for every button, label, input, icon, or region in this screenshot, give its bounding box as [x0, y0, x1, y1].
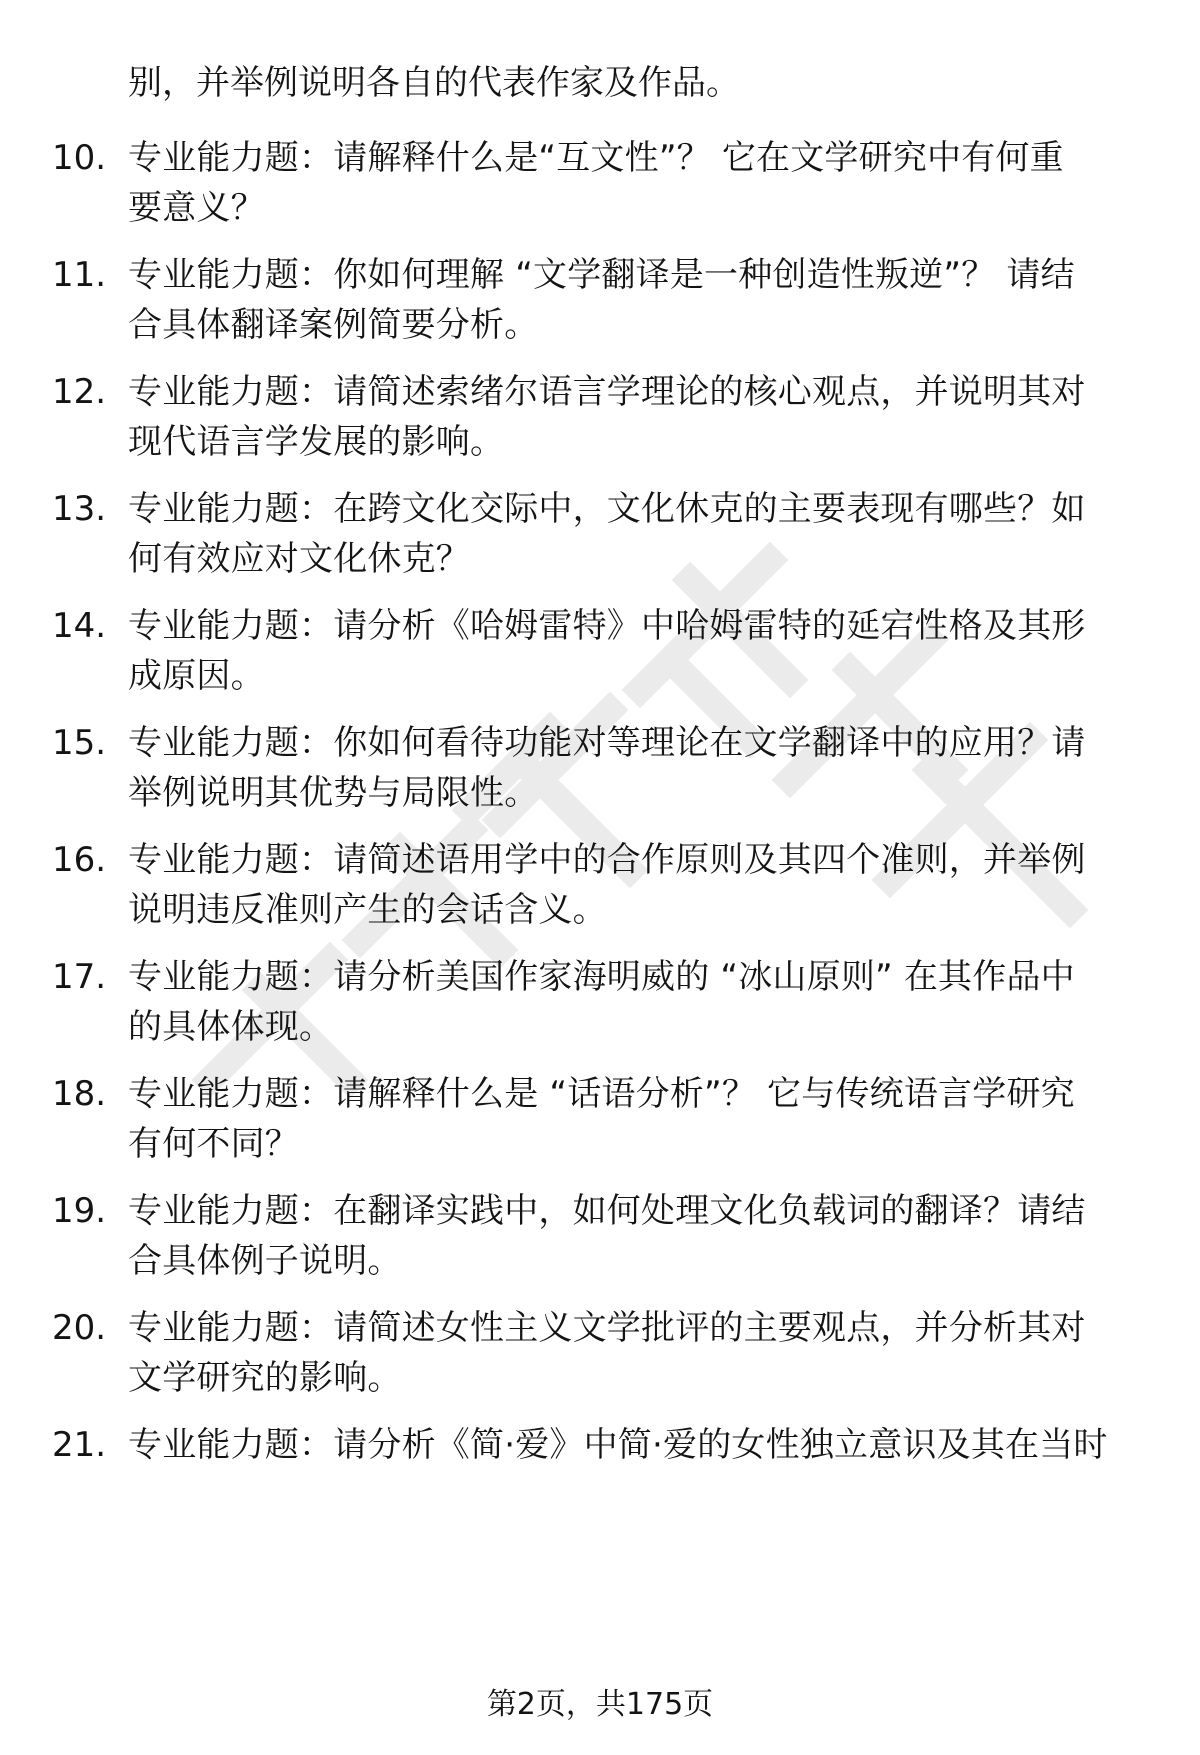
question-line: 举例说明其优势与局限性。	[128, 773, 539, 813]
question-text	[128, 1420, 1138, 1470]
question-number: 12.	[52, 372, 107, 412]
question-line: 专业能力题：你如何理解 “文学翻译是一种创造性叛逆”？ 请结	[128, 255, 1075, 295]
question-line: 专业能力题：在跨文化交际中，文化休克的主要表现有哪些？如	[128, 489, 1086, 529]
question-line: 专业能力题：请简述索绪尔语言学理论的核心观点，并说明其对	[128, 372, 1086, 412]
question-number: 19.	[52, 1191, 107, 1231]
question-text	[128, 1303, 1138, 1403]
question-line: 专业能力题：在翻译实践中，如何处理文化负载词的翻译？请结	[128, 1191, 1086, 1231]
question-text	[128, 250, 1138, 350]
question-text	[128, 1069, 1138, 1169]
question-line: 专业能力题：请解释什么是“互文性”？ 它在文学研究中有何重	[128, 138, 1064, 178]
question-line: 现代语言学发展的影响。	[128, 422, 505, 462]
question-line: 专业能力题：请简述女性主义文学批评的主要观点，并分析其对	[128, 1308, 1086, 1348]
question-text	[128, 835, 1138, 935]
question-text	[128, 367, 1138, 467]
page-footer: 第2页，共175页	[486, 1687, 714, 1722]
question-text	[128, 952, 1138, 1052]
question-number: 18.	[52, 1074, 107, 1114]
question-number: 21.	[52, 1425, 107, 1465]
question-text	[128, 601, 1138, 701]
question-number: 14.	[52, 606, 107, 646]
question-line: 专业能力题：请分析《简·爱》中简·爱的女性独立意识及其在当时	[128, 1425, 1108, 1465]
question-text	[128, 1186, 1138, 1286]
question-line: 何有效应对文化休克？	[128, 539, 470, 579]
question-line: 专业能力题：请简述语用学中的合作原则及其四个准则，并举例	[128, 840, 1086, 880]
question-line: 合具体翻译案例简要分析。	[128, 305, 539, 345]
question-number: 11.	[52, 255, 107, 295]
question-text	[128, 484, 1138, 584]
question-text	[128, 133, 1138, 233]
question-line: 专业能力题：请分析《哈姆雷特》中哈姆雷特的延宕性格及其形	[128, 606, 1086, 646]
continuation-text: 别，并举例说明各自的代表作家及作品。	[128, 63, 740, 103]
question-line: 专业能力题：请解释什么是 “话语分析”？ 它与传统语言学研究	[128, 1074, 1075, 1114]
question-number: 20.	[52, 1308, 107, 1348]
question-number: 15.	[52, 723, 107, 763]
question-line: 的具体体现。	[128, 1007, 334, 1047]
question-line: 合具体例子说明。	[128, 1241, 402, 1281]
question-line: 专业能力题：你如何看待功能对等理论在文学翻译中的应用？请	[128, 723, 1086, 763]
question-number: 13.	[52, 489, 107, 529]
question-line: 成原因。	[128, 656, 265, 696]
question-line: 文学研究的影响。	[128, 1358, 402, 1398]
question-number: 17.	[52, 957, 107, 997]
question-number: 10.	[52, 138, 107, 178]
question-text	[128, 718, 1138, 818]
question-number: 16.	[52, 840, 107, 880]
question-line: 有何不同？	[128, 1124, 299, 1164]
question-line: 说明违反准则产生的会话含义。	[128, 890, 607, 930]
question-line: 要意义？	[128, 188, 265, 228]
question-line: 专业能力题：请分析美国作家海明威的 “冰山原则” 在其作品中	[128, 957, 1075, 997]
